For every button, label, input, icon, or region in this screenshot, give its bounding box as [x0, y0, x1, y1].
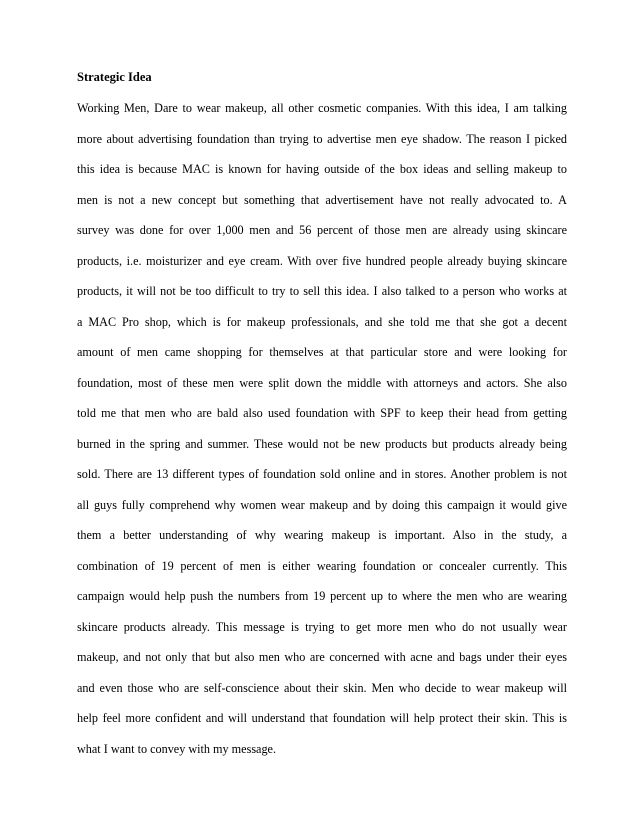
paragraph-line: survey was done for over 1,000 men and 56 percent of those men are already using skincare	[77, 223, 567, 237]
paragraph-line: all guys fully comprehend why women wear makeup and by doing this campaign it would give	[77, 497, 567, 512]
paragraph-last-line: what I want to convey with my message.	[77, 741, 277, 756]
paragraph-line: help feel more confident and will understand that foundation will help protect their skin. This is	[77, 711, 567, 725]
paragraph-line: makeup, and not only that but also men who are concerned with acne and bags under their eyes	[77, 650, 567, 664]
paragraph-line: sold. There are 13 different types of foundation sold online and in stores. Another problem is not	[77, 467, 567, 481]
section-heading: Strategic Idea	[77, 70, 152, 84]
paragraph-line: more about advertising foundation than trying to advertise men eye shadow. The reason I picked	[77, 131, 567, 146]
paragraph-line: this idea is because MAC is known for having outside of the box ideas and selling makeup to	[77, 162, 567, 176]
paragraph-line: products, i.e. moisturizer and eye cream. With over five hundred people already buying skincare	[77, 253, 567, 268]
paragraph-line: amount of men came shopping for themselves at that particular store and were looking for	[77, 345, 567, 359]
paragraph-line: and even those who are self-conscience about their skin. Men who decide to wear makeup will	[77, 680, 567, 695]
paragraph-line: a MAC Pro shop, which is for makeup professionals, and she told me that she got a decent	[77, 314, 567, 329]
paragraph-line: told me that men who are bald also used foundation with SPF to keep their head from getting	[77, 406, 567, 420]
paragraph-line: foundation, most of these men were split down the middle with attorneys and actors. She also	[77, 375, 567, 390]
paragraph-line: products, it will not be too difficult to try to sell this idea. I also talked to a person who works at	[77, 284, 567, 298]
paragraph-line: men is not a new concept but something that advertisement have not really advocated to. A	[77, 192, 567, 207]
paragraph-line: burned in the spring and summer. These would not be new products but products already being	[77, 436, 567, 451]
paragraph-line: them a better understanding of why wearing makeup is important. Also in the study, a	[77, 528, 567, 542]
paragraph-line: skincare products already. This message is trying to get more men who do not usually wear	[77, 619, 567, 634]
body-paragraph	[77, 101, 567, 772]
paragraph-line: combination of 19 percent of men is either wearing foundation or concealer currently. This	[77, 558, 567, 573]
paragraph-line: Working Men, Dare to wear makeup, all other cosmetic companies. With this idea, I am talking	[77, 101, 567, 115]
paragraph-line: campaign would help push the numbers from 19 percent up to where the men who are wearing	[77, 589, 567, 603]
